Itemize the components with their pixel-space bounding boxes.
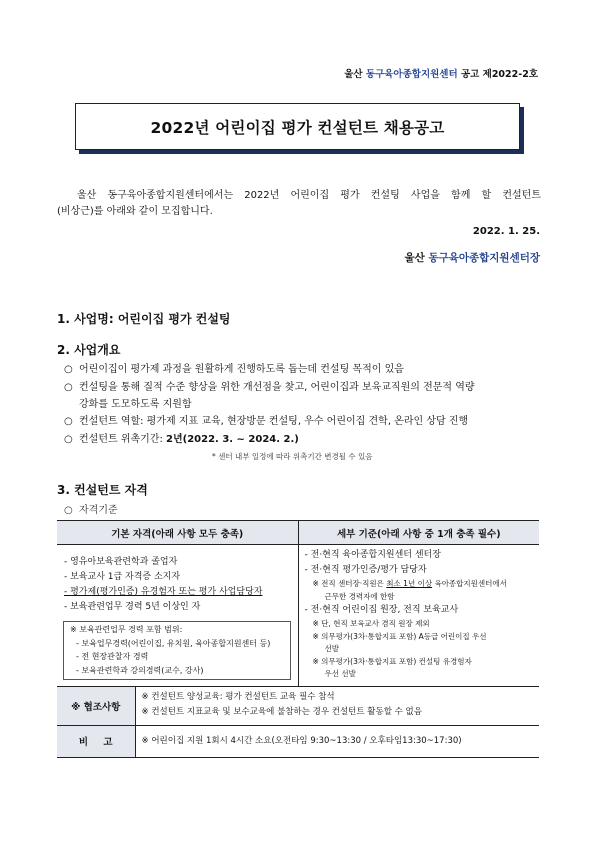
overview-item-cont: 강화를 도모하도록 지원함 (79, 399, 192, 410)
basic-criteria-cell: - 영유아보육관련학과 졸업자 - 보육교사 1급 자격증 소지자 - 평가제(평가인증) 유경험자 또는 평가 사업담당자 - 보육관련업무 경력 5년 이상인 자 ※ 보육관련업무 경력 포함 범위: - 보육업무경력(어린이집, 유치원, 육아종합지원센터 등) - 전 현장관찰자 경력 - 보육관련학과 강의경력(교수, 강사) (57, 545, 298, 687)
qualification-table (57, 520, 539, 758)
notice-number: 울산 동구육아종합지원센터 공고 제2022-2호 (344, 69, 538, 80)
org-name: 동구육아종합지원센터 (365, 69, 458, 80)
section3-heading: 3. 컨설턴트 자격 (57, 483, 148, 497)
note-cell: ※ 어린이집 지원 1회시 4시간 소요(오전타임 9:30~13:30 / 오후타임13:30~17:30) (135, 725, 539, 757)
overview-item: ○ 어린이집이 평가제 과정을 원활하게 진행하도록 돕는데 컨설팅 목적이 있음 (64, 364, 404, 375)
intro-paragraph: 울산 동구육아종합지원센터에서는 2022년 어린이집 평가 컨설팅 사업을 함께 할 컨설턴트 (비상근)를 아래와 같이 모집합니다. (57, 190, 541, 217)
criteria-subheading: ○ 자격기준 (64, 505, 118, 516)
header-detail: 세부 기준(아래 사항 중 1개 충족 필수) (298, 521, 539, 545)
page-title: 2022년 어린이집 평가 컨설턴트 채용공고 (150, 118, 445, 137)
header-basic: 기본 자격(아래 사항 모두 충족) (57, 521, 298, 545)
overview-item: ○ 컨설턴트 위촉기간: 2년(2022. 3. ~ 2024. 2.) (64, 434, 299, 445)
career-scope-box: ※ 보육관련업무 경력 포함 범위: - 보육업무경력(어린이집, 유치원, 육아종합지원센터 등) - 전 현장관찰자 경력 - 보육관련학과 강의경력(교수, 강사) (63, 621, 291, 680)
period-note: * 센터 내부 일정에 따라 위촉기간 변경될 수 있음 (212, 452, 373, 461)
section1-heading: 1. 사업명: 어린이집 평가 컨설팅 (57, 312, 231, 326)
title-box (75, 103, 520, 150)
notice-date: 2022. 1. 25. (472, 226, 540, 237)
overview-item: ○ 컨설팅을 통해 질적 수준 향상을 위한 개선점을 찾고, 어린이집과 보육교직원의 전문적 역량 (64, 382, 475, 393)
signature: 울산 동구육아종합지원센터장 (404, 252, 540, 264)
note-label: 비 고 (57, 725, 135, 757)
overview-item: ○ 컨설턴트 역할: 평가제 지표 교육, 현장방문 컨설팅, 우수 어린이집 견학, 온라인 상담 진행 (64, 416, 469, 427)
coop-cell: ※ 컨설턴트 양성교육: 평가 컨설턴트 교육 필수 참석 ※ 컨설턴트 지표교육 및 보수교육에 불참하는 경우 컨설턴트 활동할 수 없음 (135, 686, 539, 725)
section2-heading: 2. 사업개요 (57, 343, 121, 357)
detail-criteria-cell: - 전·현직 육아종합지원센터 센터장 - 전·현직 평가인증/평가 담당자 ※ 전직 센터장·직원은 최소 1년 이상 육아종합지원센터에서 근무한 경력자에 한함 - 전·현직 어린이집 원장, 전직 보육교사 ※ 단, 현직 보육교사 겸직 원장 제외 ※ 의무평가(3차·통합지표 포함) A등급 어린이집 우선 선발 ※ 의무평가(3차·통합지표 포함) 컨설팅 유경험자 우선 선발 (304, 550, 507, 678)
coop-label: ※ 협조사항 (57, 686, 135, 725)
